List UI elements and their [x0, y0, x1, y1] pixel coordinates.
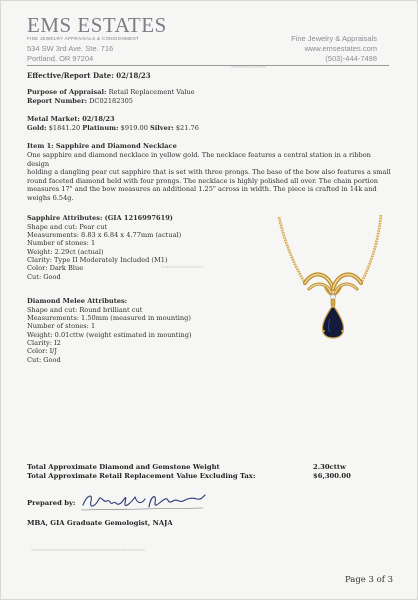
bleed-through-text: ▪▪▪▪▪▪▪▪▪▪▪▪▪▪▪▪▪ [161, 263, 204, 271]
appraiser-credentials: MBA, GIA Graduate Gemologist, NAJA [27, 519, 173, 527]
diamond-attribute: Weight: 0.01cttw (weight estimated in mounting) [27, 331, 192, 339]
effective-date: Effective/Report Date: 02/18/23 [27, 71, 151, 80]
company-tagline: FINE JEWELRY APPRAISALS & CONSIGNMENT [27, 36, 139, 41]
sapphire-attribute: Number of stones: 1 [27, 239, 96, 247]
purpose-value: Retail Replacement Value [106, 88, 195, 96]
gold-label: Gold: [27, 124, 47, 132]
purpose-label: Purpose of Appraisal: [27, 88, 107, 96]
diamond-attribute: Cut: Good [27, 356, 61, 364]
metal-market-date: Metal Market: 02/18/23 [27, 115, 115, 123]
company-website: www.emsestates.com [304, 44, 377, 53]
purpose-of-appraisal [27, 88, 195, 96]
sapphire-attribute: Color: Dark Blue [27, 264, 84, 272]
description-line: holding a dangling pear cut sapphire that is set with three prongs. The base of the bow also features a small [27, 168, 391, 177]
diamond-heading: Diamond Melee Attributes: [27, 297, 128, 305]
company-services: Fine Jewelry & Appraisals [291, 34, 377, 43]
report-number-value: DC02182305 [87, 97, 134, 105]
handwritten-signature [79, 489, 209, 513]
prepared-by-label: Prepared by: [27, 499, 76, 507]
sapphire-attribute: Weight: 2.29ct (actual) [27, 248, 104, 256]
description-line: weighs 6.54g. [27, 193, 74, 202]
bleed-through-text: ▪▪▪▪▪▪▪▪▪▪▪▪▪▪ [231, 63, 266, 71]
sapphire-attribute: Measurements: 8.83 x 6.84 x 4.77mm (actual) [27, 231, 182, 239]
description-line: round faceted diamond held with four prongs. The necklace is highly polished all over. The chain portion [27, 176, 378, 185]
description-line: measures 17" and the bow measures an additional 1.25" across in width. The piece is crafted in 14k and [27, 185, 377, 194]
header-divider [27, 65, 389, 66]
diamond-melee-icon [331, 295, 336, 300]
silver-label: Silver: [150, 124, 174, 132]
diamond-attribute: Shape and cut: Round brilliant cut [27, 306, 143, 314]
page-number: Page 3 of 3 [344, 575, 393, 585]
platinum-value: $919.00 [118, 124, 151, 132]
diamond-attribute: Color: I/J [27, 347, 58, 355]
chain-right-icon [361, 215, 381, 283]
sapphire-gem-icon [322, 305, 343, 338]
gold-value: $1841.20 [46, 124, 83, 132]
sapphire-attribute: Cut: Good [27, 273, 61, 281]
report-number [27, 97, 133, 105]
total-value-label: Total Approximate Retail Replacement Value Excluding Tax: [27, 472, 256, 480]
total-weight-value: 2.30cttw [313, 463, 346, 471]
address-line-2: Portland, OR 97204 [27, 54, 94, 63]
chain-left-icon [279, 217, 305, 283]
sapphire-heading: Sapphire Attributes: (GIA 1216997619) [27, 214, 173, 222]
sapphire-attribute: Shape and cut: Pear cut [27, 223, 108, 231]
diamond-attribute: Clarity: I2 [27, 339, 61, 347]
sapphire-attribute: Clarity: Type II Moderately Included (M1) [27, 256, 168, 264]
metal-prices [27, 124, 199, 132]
diamond-attribute: Measurements: 1.50mm (measured in mounting) [27, 314, 191, 322]
item-description [27, 151, 395, 203]
company-phone: (503)-444-7498 [325, 54, 377, 63]
necklace-photo [273, 213, 399, 363]
diamond-attribute: Number of stones: 1 [27, 322, 96, 330]
total-weight-label: Total Approximate Diamond and Gemstone Weight [27, 463, 220, 471]
report-number-label: Report Number: [27, 97, 88, 105]
description-line: One sapphire and diamond necklace in yellow gold. The necklace features a central station in a ribbon design [27, 151, 371, 168]
address-line-1: 534 SW 3rd Ave. Ste. 716 [27, 44, 114, 53]
silver-value: $21.76 [173, 124, 199, 132]
platinum-label: Platinum: [82, 124, 119, 132]
ribbon-bow-icon [305, 274, 361, 295]
total-value-value: $6,300.00 [313, 472, 351, 480]
company-logo: EMS ESTATES [27, 13, 167, 37]
bleed-through-text: ▪▪▪▪▪▪▪▪▪▪▪▪▪▪▪▪▪▪▪▪▪▪▪▪▪▪▪▪▪▪▪▪▪▪▪▪▪▪▪▪▪▪▪▪▪▪ [31, 546, 146, 554]
item-title: Item 1: Sapphire and Diamond Necklace [27, 142, 177, 150]
